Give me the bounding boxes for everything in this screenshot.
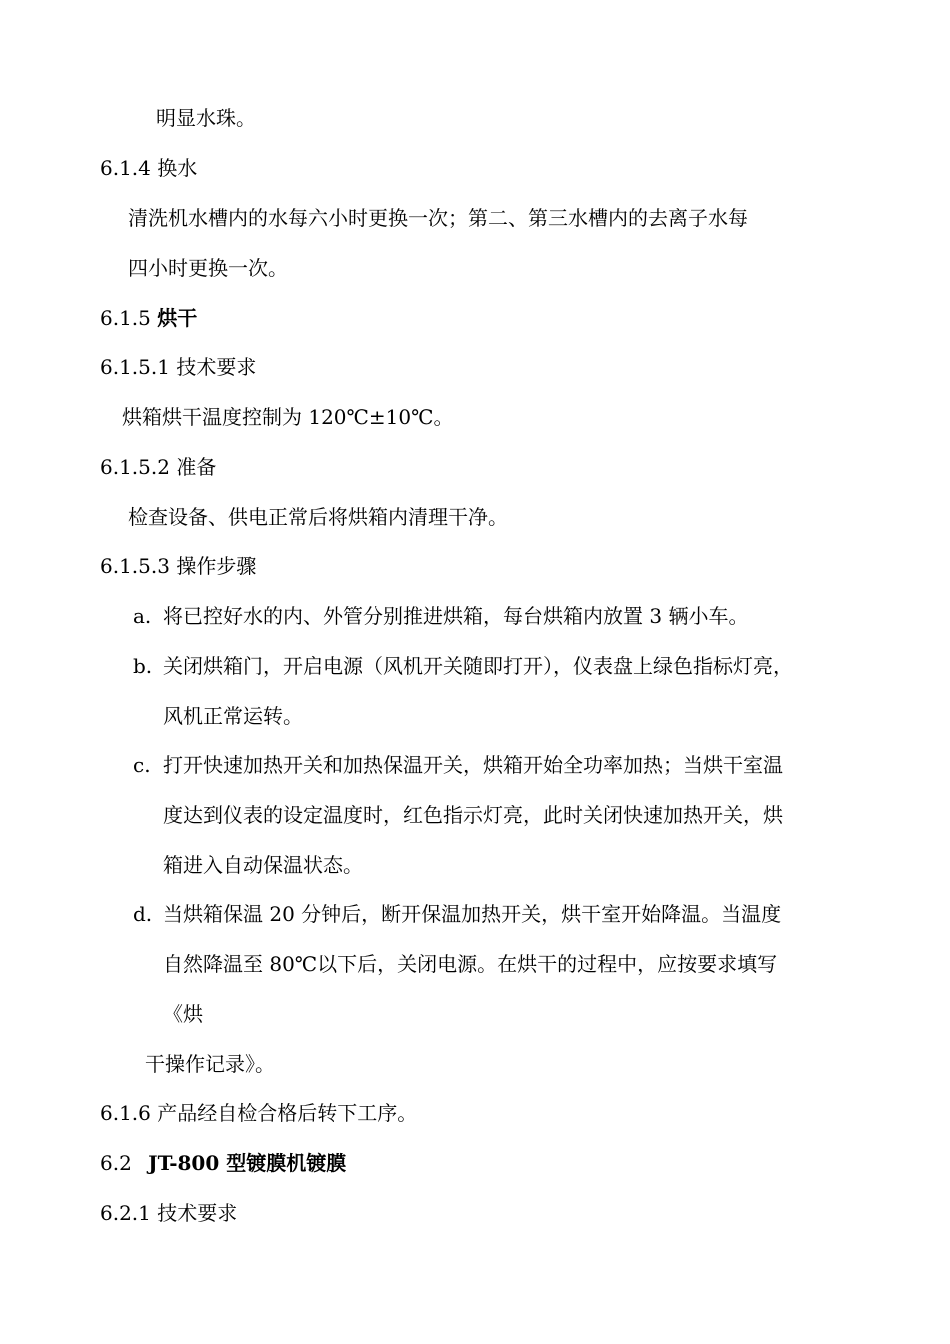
step-b-line-2: 风机正常运转。 [163, 704, 303, 728]
continuation-text: 明显水珠。 [156, 106, 256, 130]
section-6-1-4-paragraph-line-2: 四小时更换一次。 [128, 256, 288, 280]
step-c-line-1: 打开快速加热开关和加热保温开关，烘箱开始全功率加热；当烘干室温 [163, 753, 783, 777]
step-a-marker: a. [133, 604, 152, 628]
section-6-1-4-paragraph-line-1: 清洗机水槽内的水每六小时更换一次；第二、第三水槽内的去离子水每 [128, 206, 748, 230]
step-c-line-2: 度达到仪表的设定温度时，红色指示灯亮，此时关闭快速加热开关，烘 [163, 803, 783, 827]
step-d-line-2: 自然降温至 80℃以下后，关闭电源。在烘干的过程中，应按要求填写 [163, 952, 778, 976]
section-6-1-5-3-heading: 6.1.5.3 操作步骤 [100, 554, 257, 578]
step-d-line-3: 《烘 [163, 1002, 203, 1026]
section-6-1-6-heading: 6.1.6 产品经自检合格后转下工序。 [100, 1101, 418, 1125]
section-6-2-title: JT-800 型镀膜机镀膜 [148, 1151, 347, 1175]
section-6-1-5-heading [100, 304, 197, 332]
section-6-2-heading [100, 1149, 346, 1177]
section-6-1-4-heading: 6.1.4 换水 [100, 156, 198, 180]
step-c-marker: c. [133, 753, 151, 777]
section-6-1-5-2-text: 检查设备、供电正常后将烘箱内清理干净。 [128, 505, 508, 529]
section-6-1-5-number: 6.1.5 [100, 306, 158, 330]
step-d-marker: d. [133, 902, 153, 926]
section-6-1-5-1-text: 烘箱烘干温度控制为 120℃±10℃。 [122, 405, 454, 429]
step-c-line-3: 箱进入自动保温状态。 [163, 853, 363, 877]
step-a-line-1: 将已控好水的内、外管分别推进烘箱，每台烘箱内放置 3 辆小车。 [163, 604, 749, 628]
section-6-1-5-title: 烘干 [157, 306, 198, 330]
step-d-line-1: 当烘箱保温 20 分钟后，断开保温加热开关，烘干室开始降温。当温度 [163, 902, 782, 926]
step-d-tail: 干操作记录》。 [145, 1052, 275, 1076]
section-6-1-5-2-heading: 6.1.5.2 准备 [100, 455, 217, 479]
section-6-2-number: 6.2 [100, 1151, 139, 1175]
section-6-1-5-1-heading: 6.1.5.1 技术要求 [100, 355, 257, 379]
step-b-line-1: 关闭烘箱门，开启电源（风机开关随即打开），仪表盘上绿色指标灯亮， [163, 654, 793, 678]
step-b-marker: b. [133, 654, 153, 678]
section-6-2-1-heading: 6.2.1 技术要求 [100, 1201, 238, 1225]
